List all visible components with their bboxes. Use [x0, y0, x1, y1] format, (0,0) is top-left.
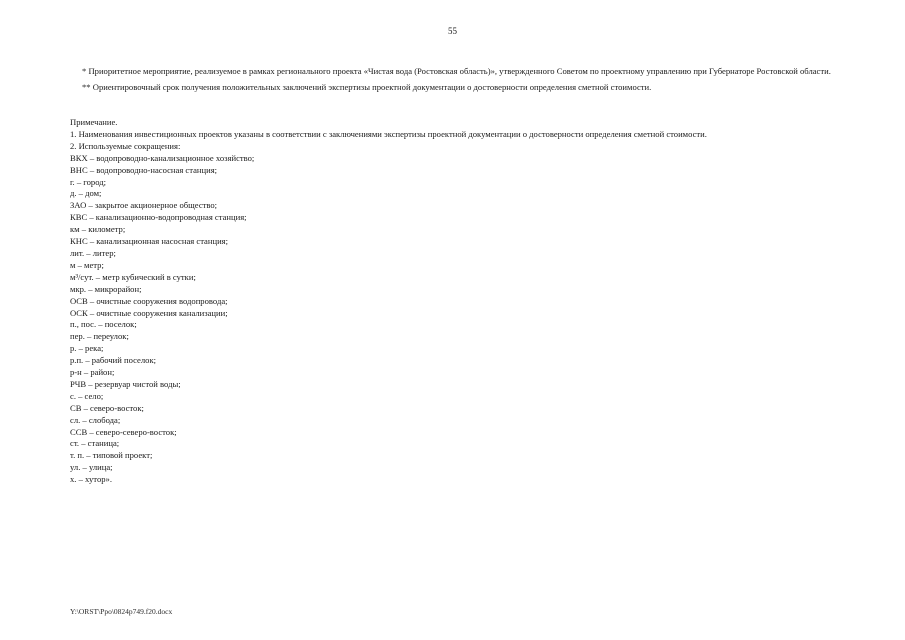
abbreviation-item: ст. – станица;: [70, 438, 120, 449]
note-block: [70, 117, 870, 486]
note-item-2: 2. Используемые сокращения:: [70, 140, 181, 151]
footnote-priority: * Приоритетное мероприятие, реализуемое в рамках регионального проекта «Чистая вода (Ростовская область)», утвержденного Советом по проектному управлению при Губернаторе Ростовской области.: [82, 66, 831, 76]
abbreviation-item: ВНС – водопроводно-насосная станция;: [70, 164, 218, 175]
abbreviation-item: мкр. – микрорайон;: [70, 283, 142, 294]
note-heading: Примечание.: [70, 117, 118, 127]
abbreviation-item: сл. – слобода;: [70, 414, 121, 425]
abbreviation-item: ОСВ – очистные сооружения водопровода;: [70, 295, 228, 306]
abbreviation-item: т. п. – типовой проект;: [70, 450, 153, 461]
abbreviation-item: р-н – район;: [70, 367, 115, 378]
abbreviation-item: КНС – канализационная насосная станция;: [70, 236, 229, 247]
abbreviation-item: КВС – канализационно-водопроводная станция;: [70, 212, 247, 223]
abbreviation-item: р. – река;: [70, 343, 104, 354]
page-number: 55: [448, 26, 457, 36]
abbreviation-item: м – метр;: [70, 259, 104, 270]
abbreviation-item: СВ – северо-восток;: [70, 402, 144, 413]
abbreviation-item: ОСК – очистные сооружения канализации;: [70, 307, 228, 318]
abbreviation-item: ЗАО – закрытое акционерное общество;: [70, 200, 218, 211]
abbreviation-item: с. – село;: [70, 390, 104, 401]
document-file-path: Y:\ORST\Ppo\0824p749.f20.docx: [70, 607, 173, 616]
note-item-1: 1. Наименования инвестиционных проектов указаны в соответствии с заключениями экспертизы проектной документации о достоверности определения сметной стоимости.: [70, 128, 707, 139]
abbreviation-item: ССВ – северо-северо-восток;: [70, 426, 177, 437]
abbreviation-item: д. – дом;: [70, 188, 102, 199]
abbreviation-item: ВКХ – водопроводно-канализационное хозяйство;: [70, 152, 255, 163]
footnote-expertise-deadline: ** Ориентировочный срок получения положительных заключений экспертизы проектной документации о достоверности определения сметной стоимости.: [82, 82, 652, 92]
abbreviation-item: пер. – переулок;: [70, 331, 129, 342]
abbreviation-item: РЧВ – резервуар чистой воды;: [70, 378, 181, 389]
abbreviation-item: р.п. – рабочий поселок;: [70, 355, 157, 366]
abbreviation-item: м³/сут. – метр кубический в сутки;: [70, 271, 196, 282]
abbreviation-item: г. – город;: [70, 176, 107, 187]
abbreviation-item: лит. – литер;: [70, 247, 116, 258]
abbreviation-item: ул. – улица;: [70, 462, 113, 473]
abbreviation-list: [70, 153, 870, 486]
abbreviation-item: км – километр;: [70, 224, 126, 235]
abbreviation-item: х. – хутор».: [70, 474, 112, 485]
abbreviation-item: п., пос. – поселок;: [70, 319, 137, 330]
footnotes: [70, 66, 860, 93]
